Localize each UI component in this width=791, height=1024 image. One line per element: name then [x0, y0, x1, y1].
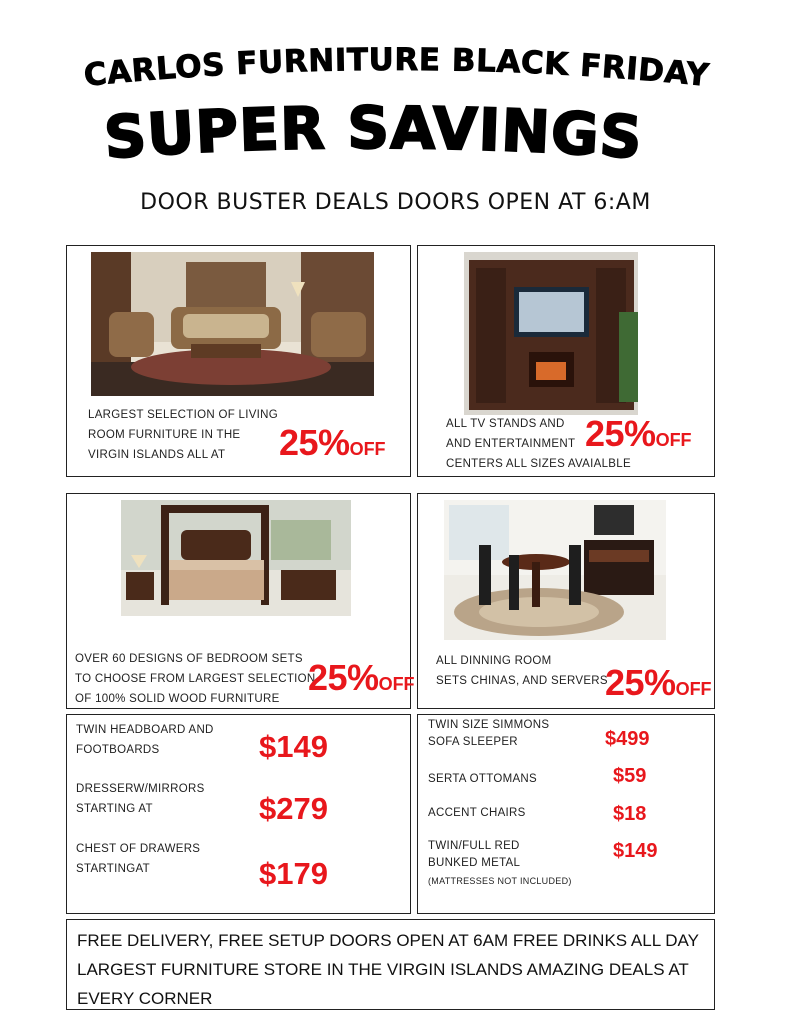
price-value: $149 — [259, 729, 328, 764]
deal-caption: OVER 60 DESIGNS OF BEDROOM SETS TO CHOOSE FROM LARGEST SELECTION OF 100% SOLID WOOD FURNITURE — [75, 653, 316, 705]
price-value: $18 — [613, 803, 647, 825]
footer-notice: FREE DELIVERY, FREE SETUP DOORS OPEN AT 6AM FREE DRINKS ALL DAY LARGEST FURNITURE STORE IN THE VIRGIN ISLANDS AMAZING DEALS AT EVERY CORNER — [66, 919, 715, 1010]
price-item-label: ACCENT CHAIRS — [428, 807, 526, 819]
price-item-label: DRESSERW/MIRRORS STARTING AT — [76, 783, 205, 815]
price-item-label: TWIN/FULL RED BUNKED METAL (MATTRESSES NOT INCLUDED) — [428, 838, 572, 890]
price-item-label: CHEST OF DRAWERS STARTINGAT — [76, 843, 201, 875]
price-value: $179 — [259, 856, 328, 891]
deal-card-entertainment — [417, 245, 715, 477]
discount-badge: 25%OFF — [308, 657, 415, 698]
deal-card-bedroom — [66, 493, 415, 709]
deal-card-living-room — [66, 245, 411, 477]
living-room-set-photo — [91, 252, 374, 396]
price-note: (MATTRESSES NOT INCLUDED) — [428, 876, 572, 886]
price-value: $59 — [613, 765, 647, 787]
title-line1: CARLOS FURNITURE BLACK FRIDAY — [82, 41, 711, 94]
discount-badge: 25%OFF — [605, 662, 712, 703]
discount-badge: 25%OFF — [585, 413, 692, 454]
deal-card-dining — [417, 493, 715, 709]
bedroom-set-photo — [121, 500, 351, 616]
svg-text:SUPER SAVINGS — [102, 98, 645, 172]
deal-caption: ALL DINNING ROOM SETS CHINAS, AND SERVERS — [436, 655, 608, 687]
page-subtitle: DOOR BUSTER DEALS DOORS OPEN AT 6:AM — [140, 190, 651, 215]
deal-caption: ALL TV STANDS AND AND ENTERTAINMENT CENTERS ALL SIZES AVAIALBLE — [446, 418, 631, 470]
deal-caption: LARGEST SELECTION OF LIVING ROOM FURNITURE IN THE VIRGIN ISLANDS ALL AT — [88, 409, 279, 461]
svg-text:CARLOS FURNITURE BLACK FRIDAY — [82, 42, 710, 94]
price-item-label: SERTA OTTOMANS — [428, 773, 537, 785]
page-title — [0, 38, 791, 98]
dining-room-set-photo — [444, 500, 666, 640]
price-item-label: TWIN SIZE SIMMONS SOFA SLEEPER — [428, 719, 550, 748]
price-item-label: TWIN HEADBOARD AND FOOTBOARDS — [76, 724, 214, 756]
entertainment-center-photo — [464, 252, 638, 415]
title-line2: SUPER SAVINGS — [101, 98, 645, 173]
price-value: $149 — [613, 840, 658, 862]
price-value: $279 — [259, 791, 328, 826]
discount-badge: 25%OFF — [279, 422, 386, 463]
page-headline — [0, 98, 791, 178]
price-list-left — [66, 714, 411, 914]
price-list-right — [417, 714, 715, 914]
price-value: $499 — [605, 728, 650, 750]
